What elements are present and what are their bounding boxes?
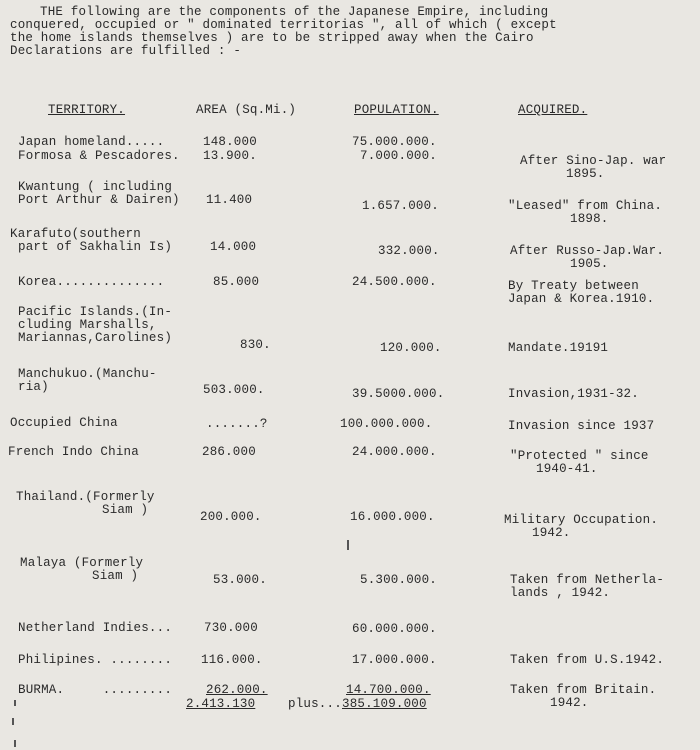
territory-cell: Karafuto(southern <box>10 227 141 241</box>
acquired-cell: Military Occupation. 1942. <box>504 513 659 540</box>
margin-mark <box>12 718 14 725</box>
territory-cell: BURMA. ......... <box>18 683 173 697</box>
population-cell: 14.700.000. <box>346 683 431 697</box>
area-cell: 11.400 <box>206 193 253 207</box>
area-cell: 148.000 <box>203 135 257 149</box>
territory-cell: Pacific Islands.(In- <box>18 305 173 319</box>
area-cell: 830. <box>240 338 271 352</box>
total-population: 385.109.000 <box>342 697 427 711</box>
acquired-cell: Taken from Britain. 1942. <box>510 683 657 710</box>
territory-cell: Philipines. ........ <box>18 653 173 667</box>
territory-cell: Occupied China <box>10 416 118 430</box>
intro-line: conquered, occupied or " dominated territorias ", all of which ( except <box>10 18 557 32</box>
table-row: Malaya (Formerly Siam ) <box>20 556 144 583</box>
acquired-cell: "Protected " since 1940-41. <box>510 449 649 476</box>
population-cell: 5.300.000. <box>360 573 438 587</box>
area-cell: 13.900. <box>203 149 257 163</box>
territory-cell: Manchukuo.(Manchu- <box>18 367 157 381</box>
table-row <box>8 446 139 459</box>
territory-cell: Japan homeland..... <box>18 135 165 149</box>
table-row: Kwantung ( including Port Arthur & Dairen) <box>18 180 180 207</box>
territory-cell: Kwantung ( including <box>18 180 173 194</box>
margin-mark <box>14 740 16 747</box>
population-cell: 17.000.000. <box>352 653 437 667</box>
totals-plus: plus... <box>288 697 342 711</box>
population-cell: 24.500.000. <box>352 275 437 289</box>
population-cell: 24.000.000. <box>352 445 437 459</box>
table-row <box>10 417 118 430</box>
area-cell: 200.000. <box>200 510 262 524</box>
header-acquired: ACQUIRED. <box>518 103 588 117</box>
population-cell: 39.5000.000. <box>352 387 445 401</box>
area-cell: .......? <box>206 417 268 431</box>
population-cell: 16.000.000. <box>350 510 435 524</box>
table-row <box>18 654 172 667</box>
table-row <box>18 684 172 697</box>
intro-line: the home islands themselves ) are to be stripped away when the Cairo <box>10 31 534 45</box>
population-cell: 1.657.000. <box>362 199 440 213</box>
table-row <box>18 622 172 635</box>
territory-cell: French Indo China <box>8 445 139 459</box>
area-cell: 262.000. <box>206 683 268 697</box>
acquired-cell: By Treaty between Japan & Korea.1910. <box>508 279 655 306</box>
total-area: 2.413.130 <box>186 697 256 711</box>
acquired-cell: "Leased" from China. 1898. <box>508 199 663 226</box>
header-territory: TERRITORY. <box>48 103 126 117</box>
acquired-cell: Taken from Netherla- lands , 1942. <box>510 573 665 600</box>
acquired-cell: After Sino-Jap. war 1895. <box>520 154 667 181</box>
area-cell: 14.000 <box>210 240 257 254</box>
table-row: Thailand.(Formerly Siam ) <box>16 490 155 517</box>
acquired-cell: Invasion,1931-32. <box>508 387 639 401</box>
population-cell: 60.000.000. <box>352 622 437 636</box>
intro-line: Declarations are fulfilled : - <box>10 44 242 58</box>
area-cell: 116.000. <box>201 653 263 667</box>
area-cell: 53.000. <box>213 573 267 587</box>
population-cell: 75.000.000. <box>352 135 437 149</box>
territory-cell: Netherland Indies... <box>18 621 173 635</box>
table-row: Manchukuo.(Manchu- ria) <box>18 367 157 394</box>
area-cell: 85.000 <box>213 275 260 289</box>
population-cell: 7.000.000. <box>360 149 438 163</box>
intro-line: THE following are the components of the Japanese Empire, including <box>40 5 549 19</box>
table-row <box>18 136 164 149</box>
area-cell: 730.000 <box>204 621 258 635</box>
table-row <box>18 276 164 289</box>
header-area: AREA (Sq.Mi.) <box>196 103 297 117</box>
margin-mark <box>14 700 16 706</box>
acquired-cell: Invasion since 1937 <box>508 419 655 433</box>
population-cell: 332.000. <box>378 244 440 258</box>
margin-mark <box>347 540 349 550</box>
table-row: Pacific Islands.(In- cluding Marshalls, Mariannas,Carolines) <box>18 305 173 345</box>
table-row <box>18 150 180 163</box>
population-cell: 120.000. <box>380 341 442 355</box>
population-cell: 100.000.000. <box>340 417 433 431</box>
header-population: POPULATION. <box>354 103 439 117</box>
acquired-cell: Taken from U.S.1942. <box>510 653 665 667</box>
territory-cell: Korea.............. <box>18 275 165 289</box>
territory-cell: Formosa & Pescadores. <box>18 149 180 163</box>
area-cell: 503.000. <box>203 383 265 397</box>
acquired-cell: After Russo-Jap.War. 1905. <box>510 244 665 271</box>
table-row: Karafuto(southern part of Sakhalin Is) <box>10 227 173 254</box>
territory-cell: Malaya (Formerly <box>20 556 144 570</box>
territory-cell: Thailand.(Formerly <box>16 490 155 504</box>
acquired-cell: Mandate.19191 <box>508 341 609 355</box>
area-cell: 286.000 <box>202 445 256 459</box>
